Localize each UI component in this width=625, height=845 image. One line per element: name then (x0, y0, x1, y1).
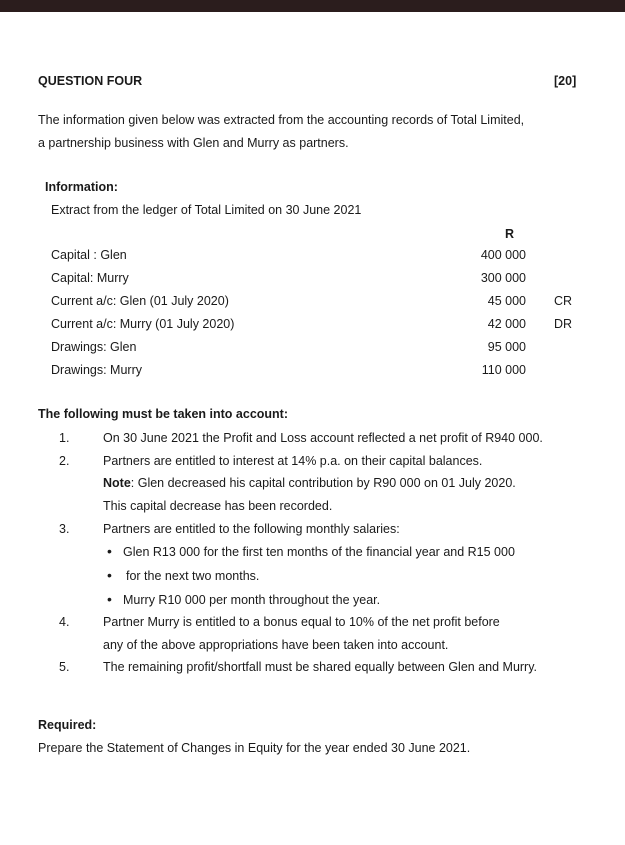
required-heading: Required: (38, 718, 97, 732)
ledger-amount: 95 000 (487, 340, 526, 354)
considerations-heading: The following must be taken into account: (38, 407, 289, 421)
question-marks: [20] (554, 74, 577, 88)
note-text: : Glen decreased his capital contribution by R90 000 on 01 July 2020. (130, 476, 516, 490)
top-bar (0, 0, 625, 12)
item-number: 5. (59, 660, 70, 674)
question-title: QUESTION FOUR (38, 74, 143, 88)
intro-line-1: The information given below was extracted from the accounting records of Total Limited, (38, 113, 525, 127)
bullet-text: Glen R13 000 for the first ten months of the financial year and R15 000 (123, 545, 515, 559)
ledger-amount: 110 000 (481, 363, 526, 377)
ledger-row (51, 271, 581, 291)
intro-line-2: a partnership business with Glen and Murry as partners. (38, 136, 349, 150)
bullet-text: for the next two months. (126, 569, 260, 583)
bullet-icon: • (107, 567, 112, 583)
information-subheading: Extract from the ledger of Total Limited on 30 June 2021 (51, 203, 362, 217)
ledger-row (51, 294, 581, 314)
currency-header: R (505, 227, 515, 241)
item-number: 3. (59, 522, 70, 536)
ledger-amount: 300 000 (480, 271, 526, 285)
information-heading: Information: (45, 180, 118, 194)
item-text: Partners are entitled to interest at 14% p.a. on their capital balances. (103, 454, 483, 468)
item-number: 4. (59, 615, 70, 629)
ledger-label: Drawings: Murry (51, 363, 142, 377)
item-text: Partners are entitled to the following monthly salaries: (103, 522, 400, 536)
ledger-label: Drawings: Glen (51, 340, 137, 354)
bullet-icon: • (107, 543, 112, 559)
ledger-amount: 45 000 (487, 294, 526, 308)
item-note-line-2: This capital decrease has been recorded. (103, 499, 333, 513)
item-text: Partner Murry is entitled to a bonus equal to 10% of the net profit before (103, 615, 500, 629)
ledger-side: CR (554, 294, 573, 308)
ledger-row (51, 363, 581, 383)
ledger-row (51, 248, 581, 268)
bullet-text: Murry R10 000 per month throughout the year. (123, 593, 381, 607)
ledger-label: Current a/c: Murry (01 July 2020) (51, 317, 235, 331)
ledger-row (51, 317, 581, 337)
item-text: On 30 June 2021 the Profit and Loss account reflected a net profit of R940 000. (103, 431, 543, 445)
item-number: 2. (59, 454, 70, 468)
bullet-icon: • (107, 591, 112, 607)
item-text-line-2: any of the above appropriations have been taken into account. (103, 638, 449, 652)
item-number: 1. (59, 431, 70, 445)
ledger-label: Capital: Murry (51, 271, 129, 285)
ledger-side: DR (554, 317, 573, 331)
ledger-label: Current a/c: Glen (01 July 2020) (51, 294, 229, 308)
ledger-label: Capital : Glen (51, 248, 127, 262)
item-note (103, 476, 516, 490)
note-label: Note (103, 476, 131, 490)
ledger-row (51, 340, 581, 360)
ledger-amount: 42 000 (487, 317, 526, 331)
ledger-amount: 400 000 (480, 248, 526, 262)
item-text: The remaining profit/shortfall must be shared equally between Glen and Murry. (103, 660, 538, 674)
required-text: Prepare the Statement of Changes in Equity for the year ended 30 June 2021. (38, 741, 471, 755)
